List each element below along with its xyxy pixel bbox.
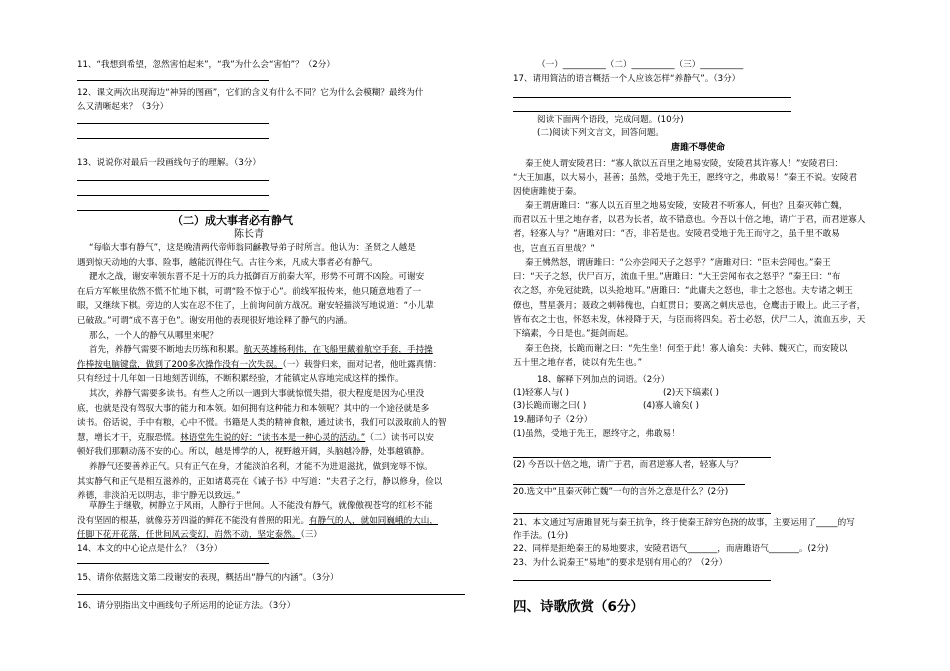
question-18-item1: (1)轻寡人与( )	[513, 388, 569, 398]
text-span: 只有经过十几年如一日地刻苦训练，不断积累经验，才能镇定从容地完成这样的操作。	[77, 374, 404, 385]
text-line: 已破敌。”可谓“成不喜于色”。谢安用他的表现很好地诠释了静气的内涵。	[77, 316, 353, 326]
text-line	[77, 476, 442, 489]
text-span: 首先，养静气需要不断地去历练和积累。	[89, 345, 244, 355]
reading-subheading: (二)阅读下列文言文，回答问题。	[537, 128, 665, 138]
question-18-item4: (4)寡人谕矣( )	[643, 401, 699, 411]
text-line	[89, 344, 433, 357]
text-line	[77, 515, 438, 528]
text-line	[77, 529, 322, 542]
underlined-sentence: 作棒按电脑键盘，做到了200多次操作没有一次失误。	[77, 359, 283, 370]
underlined-sentence: 任脚下花开花落，任世间风云变幻，岿然不动，坚定泰然。	[77, 530, 301, 541]
article-author: 陈长青	[234, 229, 264, 240]
question-18-item3: (3)长跪而谢之曰( )	[513, 401, 587, 411]
text-line	[89, 388, 424, 401]
text-line: 也，岂直五百里哉？”	[513, 243, 595, 254]
question-19-item2: (2) 今吾以十倍之地，请广于君，而君逆寡人者，轻寡人与？	[513, 460, 743, 470]
text-span: （二）读书可以安	[365, 432, 434, 443]
text-line: 秦王谓唐雎曰：“寡人以五百里之地易安陵，安陵君不听寡人，何也？且秦灭韩亡魏，	[525, 201, 848, 211]
text-line: 五十里之地存者，徒以有先生也。”	[513, 358, 643, 369]
question-17: 17、请用简洁的语言概括一个人应该怎样“养静气”。（3分）	[513, 74, 741, 84]
question-21-line1: 21、本文通过写唐雎冒死与秦王抗争，终于使秦王辞穷色挠的故事，主要运用了_____的写	[513, 518, 855, 528]
answer-line	[77, 563, 269, 564]
text-line: 秦王色挠，长跪而谢之曰：“先生坐！何至于此！寡人谕矣：夫韩、魏灭亡，而安陵以	[525, 344, 848, 354]
text-line: 秦王使人谓安陵君曰：“寡人欲以五百里之地易安陵，安陵君其许寡人！”安陵君曰：	[525, 159, 844, 169]
answer-line	[513, 580, 771, 581]
text-line	[77, 403, 429, 416]
text-line	[77, 373, 404, 386]
text-line: “大王加惠，以大易小，甚善；虽然，受地于先王，愿终守之，弗敢易！”秦王不说。安陵君	[513, 173, 858, 184]
question-16: 16、请分别指出文中画线句子所运用的论证方法。（3分）	[77, 601, 296, 611]
answer-line	[77, 594, 465, 595]
question-11: 11、“我想到希望，忽然害怕起来”，“我”为什么会“害怕”？（2分）	[77, 60, 335, 70]
text-span: （三）	[300, 530, 322, 541]
answer-line	[77, 80, 269, 81]
text-line: 遇到惊天动地的大事、险事，越能沉得住气。古往今来，凡成大事者必有静气。	[77, 257, 378, 268]
text-span: 底，也就是没有驾驭大事的能力和本领。如何拥有这种能力和本领呢？其中的一个途径就是多	[77, 403, 430, 414]
text-line: 皆布衣之士也，怀怒未发，休祲降于天，与臣而将四矣。若士必怒，伏尸二人，流血五步，天	[513, 314, 866, 325]
text-line: 那么，一个人的静气从哪里来呢？	[89, 330, 218, 341]
text-line: 秦王怫然怒，谓唐雎曰：“公亦尝闻天子之怒乎？”唐雎对曰：“臣未尝闻也。”秦王	[525, 258, 831, 268]
text-line	[77, 432, 434, 445]
question-15: 15、请你依据选文第二段谢安的表现，概括出“静气的内涵”。（3分）	[77, 573, 339, 583]
underlined-sentence: 林语堂先生说的好：“读书本是一种心灵的活动。”	[180, 432, 366, 443]
text-span: 没有坚固的根基，就像芬芳四溢的鲜花不能没有普照的阳光。	[77, 515, 310, 526]
answer-line	[77, 195, 269, 196]
text-line: 衣之怒，亦免冠徒跣，以头抢地耳。”唐雎曰：“此庸夫之怒也，非士之怒也。夫专诸之刺王	[513, 286, 853, 297]
text-line	[89, 500, 433, 513]
question-21-line2: 作手法。(1分)	[513, 531, 569, 541]
question-14: 14、本文的中心论点是什么？（3分）	[77, 544, 223, 554]
classical-title: 唐雎不辱使命	[671, 143, 726, 153]
text-span: 其实静气和正气是相互滋养的，正如诸葛亮在《诫子书》中写道：“夫君子之行，静以修身，俭以	[77, 476, 443, 487]
question-12-line2: 么又清晰起来？（3分）	[77, 102, 169, 112]
question-19-item1: (1)虽然，受地于先王，愿终守之，弗敢易！	[513, 429, 680, 439]
text-line: 眼，又继续下棋。旁边的人实在忍不住了，上前询问前方战况。谢安轻描淡写地说道：“小儿辈	[77, 301, 434, 312]
answer-line	[77, 180, 269, 181]
underlined-sentence: 有静气的人，就如同巍峨的大山，	[309, 515, 438, 526]
answer-line	[513, 97, 791, 98]
answer-line	[513, 513, 771, 514]
text-span: （一）载誉归来，面对记者，他吐露真情：	[282, 359, 442, 370]
question-22: 22、同样是拒绝秦王的易地要求，安陵君语气_______，而唐雎语气_______。(2分)	[513, 544, 829, 554]
answer-line	[513, 111, 791, 112]
reading-intro: 阅读下面两个语段，完成问题。(10分)	[537, 115, 684, 125]
text-line: 曰：“天子之怒，伏尸百万，流血千里。”唐雎曰：“大王尝闻布衣之怒乎？”秦王曰：“布	[513, 272, 841, 283]
question-18-item2: (2)天下缟素( )	[663, 388, 719, 398]
text-span: 慧，增长才干，克服恐慌。	[77, 432, 181, 443]
text-span: 养静气还要善养正气。只有正气在身，才能淡泊名利，才能不为进退滋扰，做到宠辱不惊。	[89, 462, 433, 472]
text-line: 僚也，彗星袭月；聂政之刺韩傀也，白虹贯日；要离之刺庆忌也，仓鹰击于殿上。此三子者，	[513, 300, 866, 311]
text-line: “每临大事有静气”，这是晚清两代帝师翁同龢教导弟子时所言。他认为：圣贤之人越是	[89, 243, 416, 253]
text-span: 草静生于继敬，树静立于风雨，人静行于世间。人不能没有静气，就像傲视苍穹的红杉不能	[89, 501, 433, 511]
question-19: 19.翻译句子（2分）	[513, 415, 593, 425]
underlined-sentence: 航天英雄杨利伟，在飞船里戴着航空手套，手持操	[243, 345, 433, 355]
text-line	[77, 359, 441, 372]
text-line: 因使唐雎使于秦。	[513, 187, 582, 198]
question-20: 20.选文中“且秦灭韩亡魏”一句的言外之意是什么？(2分)	[513, 487, 729, 497]
answer-line	[513, 457, 771, 458]
question-13: 13、说说你对最后一段画线句子的理解。（3分）	[77, 158, 261, 168]
text-span: 顿好我们那颗动荡不安的心。所以，越是博学的人，视野越开阔，头脑越冷静，处事越镇静。	[77, 447, 430, 458]
question-18: 18、解释下列加点的词语。（2分）	[537, 375, 670, 385]
text-line: 下缟素，今日是也。”挺剑而起。	[513, 329, 634, 339]
text-line: 在后方军帐里依然不慌不忙地下棋，可谓“险不惊于心”。前线军报传来，他只随意地看了一	[77, 286, 422, 297]
question-23: 23、为什么说秦王“易地”的要求是别有用心的？（2分）	[513, 558, 728, 568]
text-span: 养德，非淡泊无以明志，非宁静无以致远。”	[77, 491, 241, 502]
question-12-line1: 12、课文两次出现海边“神异的图画”，它们的含义有什么不同？它为什么会模糊？最终为什	[77, 88, 424, 98]
text-line: 淝水之战，谢安率领东晋不足十万的兵力抵御百万前秦大军，形势不可谓不凶险。可谢安	[89, 272, 425, 283]
answer-line	[513, 484, 745, 485]
answer-line	[77, 123, 269, 124]
question-16-blanks: （一）__________（二）__________（三）__________	[537, 60, 744, 70]
answer-line	[77, 210, 269, 211]
text-line	[89, 461, 433, 474]
text-line: 而君以五十里之地存者，以君为长者，故不错意也。今吾以十倍之地，请广于君，而君逆寡人	[513, 215, 866, 226]
article-title: （二）成大事者必有静气	[172, 214, 293, 227]
text-line: 者，轻寡人与？”唐雎对曰：“否，非若是也。安陵君受地于先王而守之，虽千里不敢易	[513, 229, 840, 240]
text-span: 其次，养静气需要多读书。有些人之所以一遇到大事就惊慌失措，很大程度是因为心里没	[89, 389, 425, 399]
text-line	[77, 417, 447, 430]
section-4-heading: 四、诗歌欣赏（6分）	[513, 599, 644, 615]
text-line	[77, 446, 429, 459]
text-span: 读书。俗话说，手中有粮，心中不慌。书籍是人类的精神食粮，通过读书，我们可以汲取前人的智	[77, 418, 447, 429]
answer-line	[77, 138, 269, 139]
